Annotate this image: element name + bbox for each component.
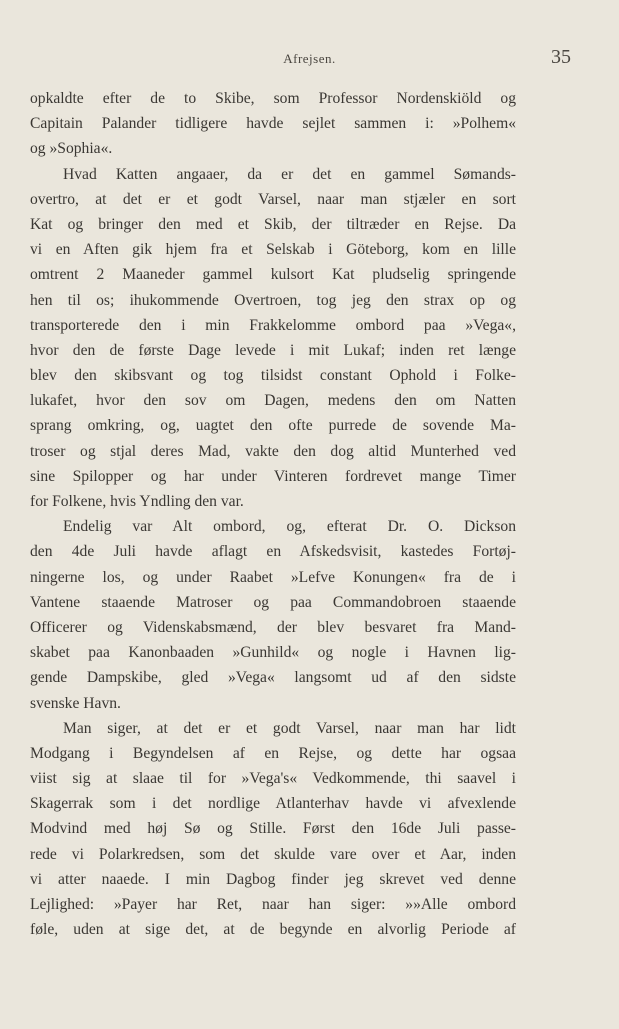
text-line: rede vi Polarkredsen, som det skulde vare over et Aar, inden <box>30 845 516 863</box>
text-line: vi en Aften gik hjem fra et Selskab i Göteborg, kom en lille <box>30 241 516 259</box>
text-line: føle, uden at sige det, at de begynde en alvorlig Periode af <box>30 921 516 939</box>
page-number: 35 <box>551 46 571 68</box>
text-line: for Folkene, hvis Yndling den var. <box>30 493 244 510</box>
text-line: troser og stjal deres Mad, vakte den dog altid Munterhed ved <box>30 442 516 460</box>
text-line: og »Sophia«. <box>30 140 113 158</box>
text-line: blev den skibsvant og tog tilsidst constant Ophold i Folke- <box>30 367 516 385</box>
text-line: Skagerrak som i det nordlige Atlanterhav havde vi afvexlende <box>30 795 516 813</box>
text-line: hen til os; ihukommende Overtroen, tog jeg den strax op og <box>30 291 516 309</box>
text-line: Vantene staaende Matroser og paa Commandobroen staaende <box>30 593 516 611</box>
text-line: Modvind med høj Sø og Stille. Først den 16de Juli passe- <box>30 820 516 838</box>
text-line: Endelig var Alt ombord, og, efterat Dr. O. Dickson <box>63 518 516 536</box>
text-line: sprang omkring, og, uagtet den ofte purrede de sovende Ma- <box>30 417 516 435</box>
text-line: viist sig at slaae til for »Vega's« Vedkommende, thi saavel i <box>30 770 516 788</box>
text-line: transporterede den i min Frakkelomme ombord paa »Vega«, <box>30 316 516 334</box>
text-line: Hvad Katten angaaer, da er det en gammel Sømands- <box>63 165 516 183</box>
text-line: Man siger, at det er et godt Varsel, naar man har lidt <box>63 719 516 737</box>
text-line: den 4de Juli havde aflagt en Afskedsvisit, kastedes Fortøj- <box>30 543 516 561</box>
text-line: skabet paa Kanonbaaden »Gunhild« og nogle i Havnen lig- <box>30 644 516 662</box>
text-line: omtrent 2 Maaneder gammel kulsort Kat pludselig springende <box>30 266 516 284</box>
body-text <box>30 86 516 942</box>
text-line: sine Spilopper og har under Vinteren fordrevet mange Timer <box>30 467 516 485</box>
text-line: Officerer og Videnskabsmænd, der blev besvaret fra Mand- <box>30 618 516 636</box>
text-line: overtro, at det er et godt Varsel, naar man stjæler en sort <box>30 190 516 208</box>
text-line: Kat og bringer den med et Skib, der tiltræder en Rejse. Da <box>30 215 516 233</box>
text-line: Capitain Palander tidligere havde sejlet sammen i: »Polhem« <box>30 115 516 133</box>
text-line: lukafet, hvor den sov om Dagen, medens den om Natten <box>30 392 516 410</box>
text-line: hvor den de første Dage levede i mit Lukaf; inden ret længe <box>30 341 516 359</box>
running-title: Afrejsen. <box>283 51 336 66</box>
text-line: opkaldte efter de to Skibe, som Professor Nordenskiöld og <box>30 90 516 107</box>
text-line: vi atter naaede. I min Dagbog finder jeg skrevet ved denne <box>30 870 516 888</box>
text-line: gende Dampskibe, gled »Vega« langsomt ud af den sidste <box>30 669 516 687</box>
text-line: Modgang i Begyndelsen af en Rejse, og dette har ogsaa <box>30 744 516 762</box>
text-line: svenske Havn. <box>30 694 121 712</box>
text-line: ningerne los, og under Raabet »Lefve Konungen« fra de i <box>30 568 516 586</box>
text-line: Lejlighed: »Payer har Ret, naar han siger: »»Alle ombord <box>30 896 516 913</box>
